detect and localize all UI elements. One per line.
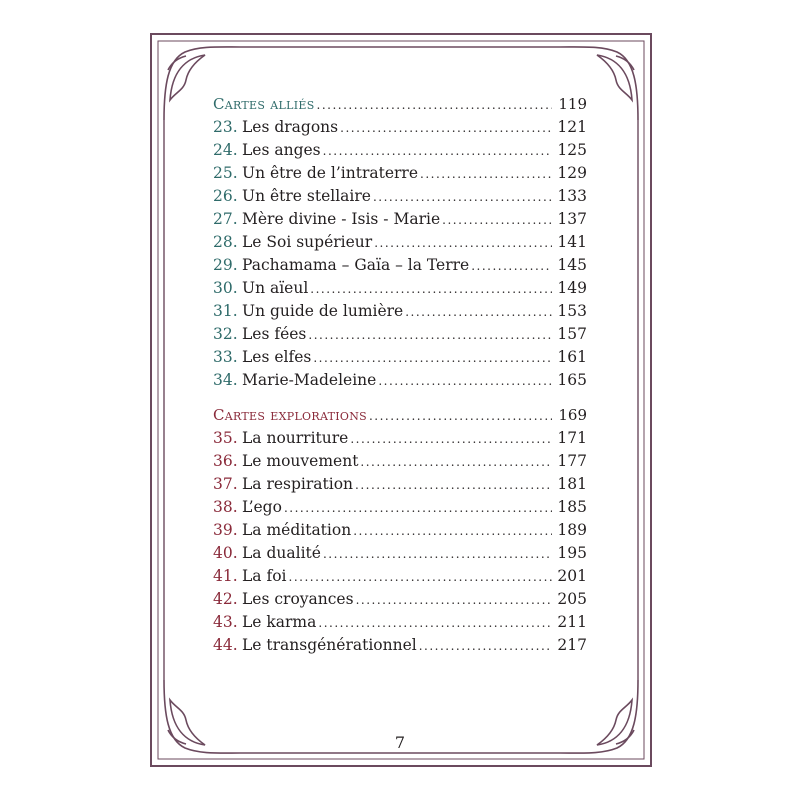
toc-entry[interactable] (213, 521, 587, 544)
dot-leader (289, 570, 553, 584)
dot-leader (317, 98, 552, 112)
dot-leader (378, 374, 552, 388)
dot-leader (340, 121, 552, 135)
entry-page: 217 (557, 636, 587, 654)
entry-page: 211 (557, 613, 587, 631)
toc-entry[interactable] (213, 613, 587, 636)
toc-entry[interactable] (213, 429, 587, 452)
section-spacer (213, 394, 587, 406)
toc-entry[interactable] (213, 187, 587, 210)
dot-leader (356, 593, 552, 607)
entry-title: La nourriture (242, 429, 349, 447)
dot-leader (350, 432, 552, 446)
section-title: Cartes explorations (213, 406, 367, 424)
dot-leader (323, 144, 552, 158)
section-heading-cartes-allies[interactable] (213, 95, 587, 118)
entry-title: Les elfes (242, 348, 312, 366)
entry-title: La méditation (242, 521, 352, 539)
entry-title: Un aïeul (242, 279, 309, 297)
entry-page: 121 (557, 118, 587, 136)
entry-page: 153 (557, 302, 587, 320)
toc-entry[interactable] (213, 544, 587, 567)
entry-title: Un être de l’intraterre (242, 164, 419, 182)
toc-entry[interactable] (213, 348, 587, 371)
toc-entry[interactable] (213, 164, 587, 187)
dot-leader (323, 547, 552, 561)
entry-title: La dualité (242, 544, 321, 562)
entry-title: Pachamama – Gaïa – la Terre (242, 256, 470, 274)
table-of-contents (213, 95, 587, 659)
entry-page: 161 (557, 348, 587, 366)
entry-number: 30. (213, 279, 238, 297)
toc-entry[interactable] (213, 475, 587, 498)
dot-leader (284, 501, 552, 515)
entry-page: 195 (557, 544, 587, 562)
entry-title: Marie-Madeleine (242, 371, 377, 389)
toc-entry[interactable] (213, 452, 587, 475)
entry-number: 37. (213, 475, 238, 493)
toc-entry[interactable] (213, 498, 587, 521)
entry-number: 25. (213, 164, 238, 182)
entry-page: 149 (557, 279, 587, 297)
entry-number: 23. (213, 118, 238, 136)
toc-entry[interactable] (213, 567, 587, 590)
entry-page: 177 (557, 452, 587, 470)
entry-number: 38. (213, 498, 238, 516)
entry-number: 39. (213, 521, 238, 539)
section-title: Cartes alliés (213, 95, 315, 113)
dot-leader (373, 190, 552, 204)
allies-entries (213, 118, 587, 394)
dot-leader (374, 236, 552, 250)
dot-leader (310, 282, 552, 296)
entry-page: 201 (557, 567, 587, 585)
entry-number: 32. (213, 325, 238, 343)
toc-entry[interactable] (213, 233, 587, 256)
dot-leader (369, 409, 552, 423)
entry-title: Mère divine - Isis - Marie (242, 210, 441, 228)
entry-number: 36. (213, 452, 238, 470)
toc-entry[interactable] (213, 256, 587, 279)
toc-entry[interactable] (213, 210, 587, 233)
entry-number: 27. (213, 210, 238, 228)
entry-number: 41. (213, 567, 238, 585)
entry-title: Le Soi supérieur (242, 233, 373, 251)
entry-title: Le karma (242, 613, 317, 631)
entry-page: 205 (557, 590, 587, 608)
entry-title: Un guide de lumière (242, 302, 404, 320)
dot-leader (360, 455, 552, 469)
entry-page: 165 (557, 371, 587, 389)
toc-entry[interactable] (213, 636, 587, 659)
toc-entry[interactable] (213, 118, 587, 141)
entry-number: 35. (213, 429, 238, 447)
entry-title: Le mouvement (242, 452, 359, 470)
entry-number: 42. (213, 590, 238, 608)
explorations-entries (213, 429, 587, 659)
entry-page: 125 (557, 141, 587, 159)
section-page: 119 (558, 95, 587, 113)
entry-number: 26. (213, 187, 238, 205)
entry-title: La foi (242, 567, 287, 585)
dot-leader (308, 328, 552, 342)
entry-title: Un être stellaire (242, 187, 371, 205)
toc-entry[interactable] (213, 141, 587, 164)
entry-page: 185 (557, 498, 587, 516)
entry-page: 157 (557, 325, 587, 343)
toc-entry[interactable] (213, 325, 587, 348)
entry-title: Les fées (242, 325, 307, 343)
page-number: 7 (394, 733, 406, 752)
dot-leader (471, 259, 552, 273)
dot-leader (355, 478, 552, 492)
section-page: 169 (558, 406, 587, 424)
entry-title: La respiration (242, 475, 354, 493)
entry-page: 137 (557, 210, 587, 228)
entry-number: 43. (213, 613, 238, 631)
entry-page: 145 (557, 256, 587, 274)
entry-page: 133 (557, 187, 587, 205)
entry-page: 129 (557, 164, 587, 182)
entry-number: 31. (213, 302, 238, 320)
dot-leader (420, 167, 552, 181)
entry-page: 141 (557, 233, 587, 251)
toc-entry[interactable] (213, 371, 587, 394)
entry-title: Les croyances (242, 590, 354, 608)
entry-title: Le transgénérationnel (242, 636, 417, 654)
entry-number: 29. (213, 256, 238, 274)
toc-entry[interactable] (213, 302, 587, 325)
entry-title: Les dragons (242, 118, 339, 136)
entry-number: 24. (213, 141, 238, 159)
entry-title: Les anges (242, 141, 321, 159)
dot-leader (442, 213, 552, 227)
entry-page: 181 (557, 475, 587, 493)
dot-leader (353, 524, 552, 538)
toc-entry[interactable] (213, 590, 587, 613)
entry-page: 171 (557, 429, 587, 447)
entry-number: 33. (213, 348, 238, 366)
dot-leader (318, 616, 552, 630)
section-heading-cartes-explorations[interactable] (213, 406, 587, 429)
dot-leader (313, 351, 552, 365)
entry-page: 189 (557, 521, 587, 539)
entry-number: 28. (213, 233, 238, 251)
dot-leader (419, 639, 552, 653)
entry-title: L’ego (242, 498, 282, 516)
entry-number: 34. (213, 371, 238, 389)
toc-entry[interactable] (213, 279, 587, 302)
dot-leader (405, 305, 552, 319)
entry-number: 40. (213, 544, 238, 562)
entry-number: 44. (213, 636, 238, 654)
